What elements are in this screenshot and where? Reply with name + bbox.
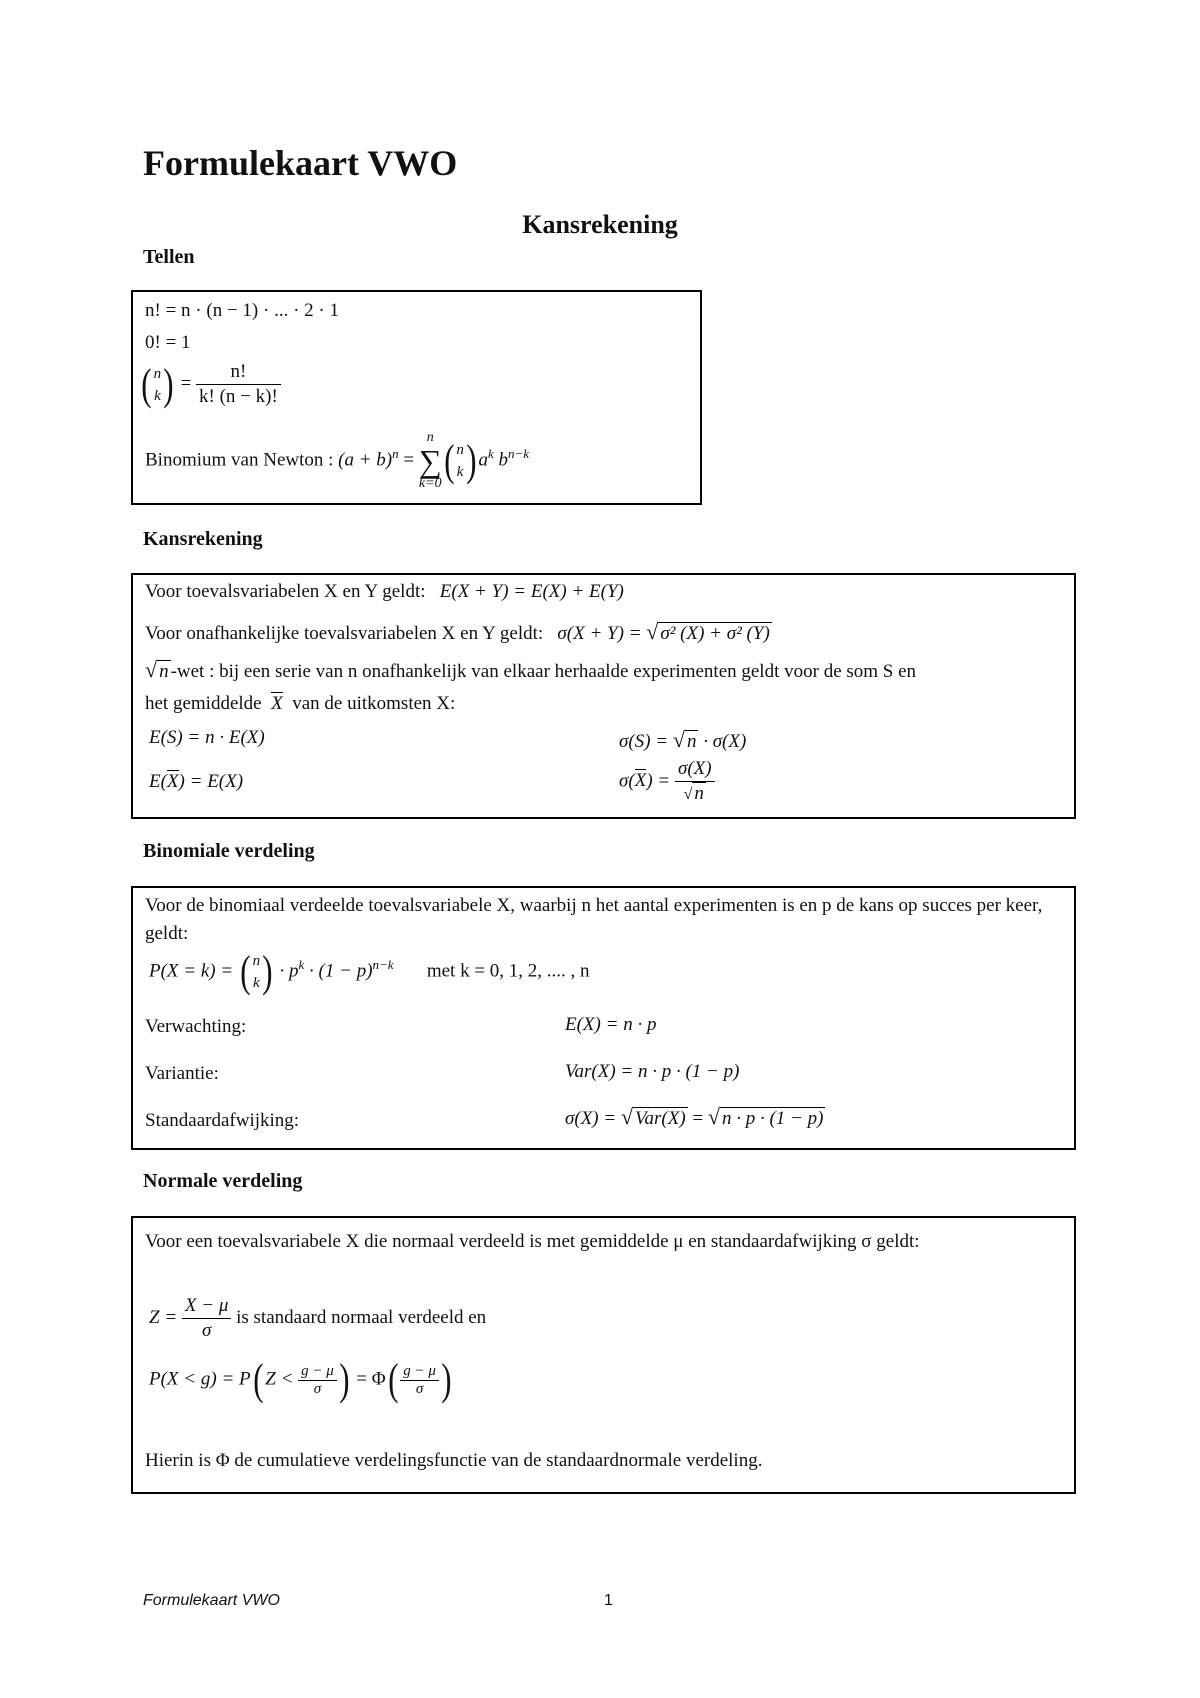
sigma-sum-formula: σ(S) = √ n · σ(X) [619, 727, 747, 752]
normale-intro: Voor een toevalsvariabele X die normaal verdeeld is met gemiddelde μ en standaardafwijking σ geldt: [145, 1231, 920, 1252]
mean-description: het gemiddelde X van de uitkomsten X: [145, 693, 456, 714]
normal-probability-formula: P(X < g) = P( Z < $\frac{g - \mu}{\sigma}$ ) = Φ( $\frac{g - \mu}{\sigma}$ ) [149, 1355, 452, 1404]
document-title: Formulekaart VWO [143, 143, 458, 183]
binomiale-heading: Binomiale verdeling [143, 840, 315, 862]
variantie-formula: Var(X) = n · p · (1 − p) [565, 1061, 740, 1082]
kansrekening-box [131, 573, 1076, 819]
verwachting-label: Verwachting: [145, 1016, 247, 1037]
normale-outro: Hierin is Φ de cumulatieve verdelingsfunctie van de standaardnormale verdeling. [145, 1450, 763, 1471]
binomiale-box [131, 886, 1076, 1150]
sigma-sum-rule: Voor onafhankelijke toevalsvariabelen X en Y geldt: σ(X + Y) = √ σ² (X) + σ² (Y) [145, 619, 770, 644]
binomial-probability-formula: P(X = k) = ( n k ) · $p^k \cdot (1 - p)^{n-k}$ met k = 0, 1, 2, .... , n [149, 947, 590, 996]
standaardafwijking-formula: σ(X) = √ Var(X) = √ n · p · (1 − p) [565, 1104, 824, 1129]
verwachting-formula: E(X) = n · p [565, 1014, 657, 1035]
binomiale-intro: Voor de binomiaal verdeelde toevalsvariabele X, waarbij n het aantal experimenten is en p de kans op succes per keer, geldt: [145, 895, 1043, 944]
newton-binomium-formula: Binomium van Newton : $(a + b)^n$ = n ∑ k=0 ( n k ) $a^k$ $b^{n-k}$ [145, 430, 530, 491]
standaardafwijking-label: Standaardafwijking: [145, 1110, 300, 1131]
binomial-coefficient-formula: ( n k ) = $\frac{n!}{k! (n - k)!}$ [139, 360, 281, 409]
kansrekening-heading: Kansrekening [143, 528, 263, 550]
variantie-label: Variantie: [145, 1063, 219, 1084]
sqrt-n-law-text: √ n -wet : bij een serie van n onafhankelijk van elkaar herhaalde experimenten geldt voor de som S en [145, 657, 917, 682]
tellen-heading: Tellen [143, 246, 195, 268]
sigma-mean-formula: σ(X) = $\frac{\sigma(X)}{√ n}$ [619, 757, 715, 807]
zero-factorial-formula: 0! = 1 [145, 332, 191, 353]
factorial-formula: n! = n · (n − 1) · ... · 2 · 1 [145, 300, 339, 321]
section-title: Kansrekening [522, 210, 678, 239]
expectation-mean-formula: E(X) = E(X) [149, 771, 244, 792]
page-number: 1 [604, 1592, 613, 1609]
z-score-formula: Z = $\frac{X - \mu}{\sigma}$ is standaard normaal verdeeld en [149, 1295, 487, 1341]
normale-box [131, 1216, 1076, 1494]
expectation-sum-formula: E(S) = n · E(X) [149, 727, 265, 748]
tellen-box [131, 290, 702, 505]
expectation-sum-rule: Voor toevalsvariabelen X en Y geldt: E(X + Y) = E(X) + E(Y) [145, 581, 624, 602]
footer-title: Formulekaart VWO [143, 1592, 280, 1609]
normale-heading: Normale verdeling [143, 1170, 303, 1192]
